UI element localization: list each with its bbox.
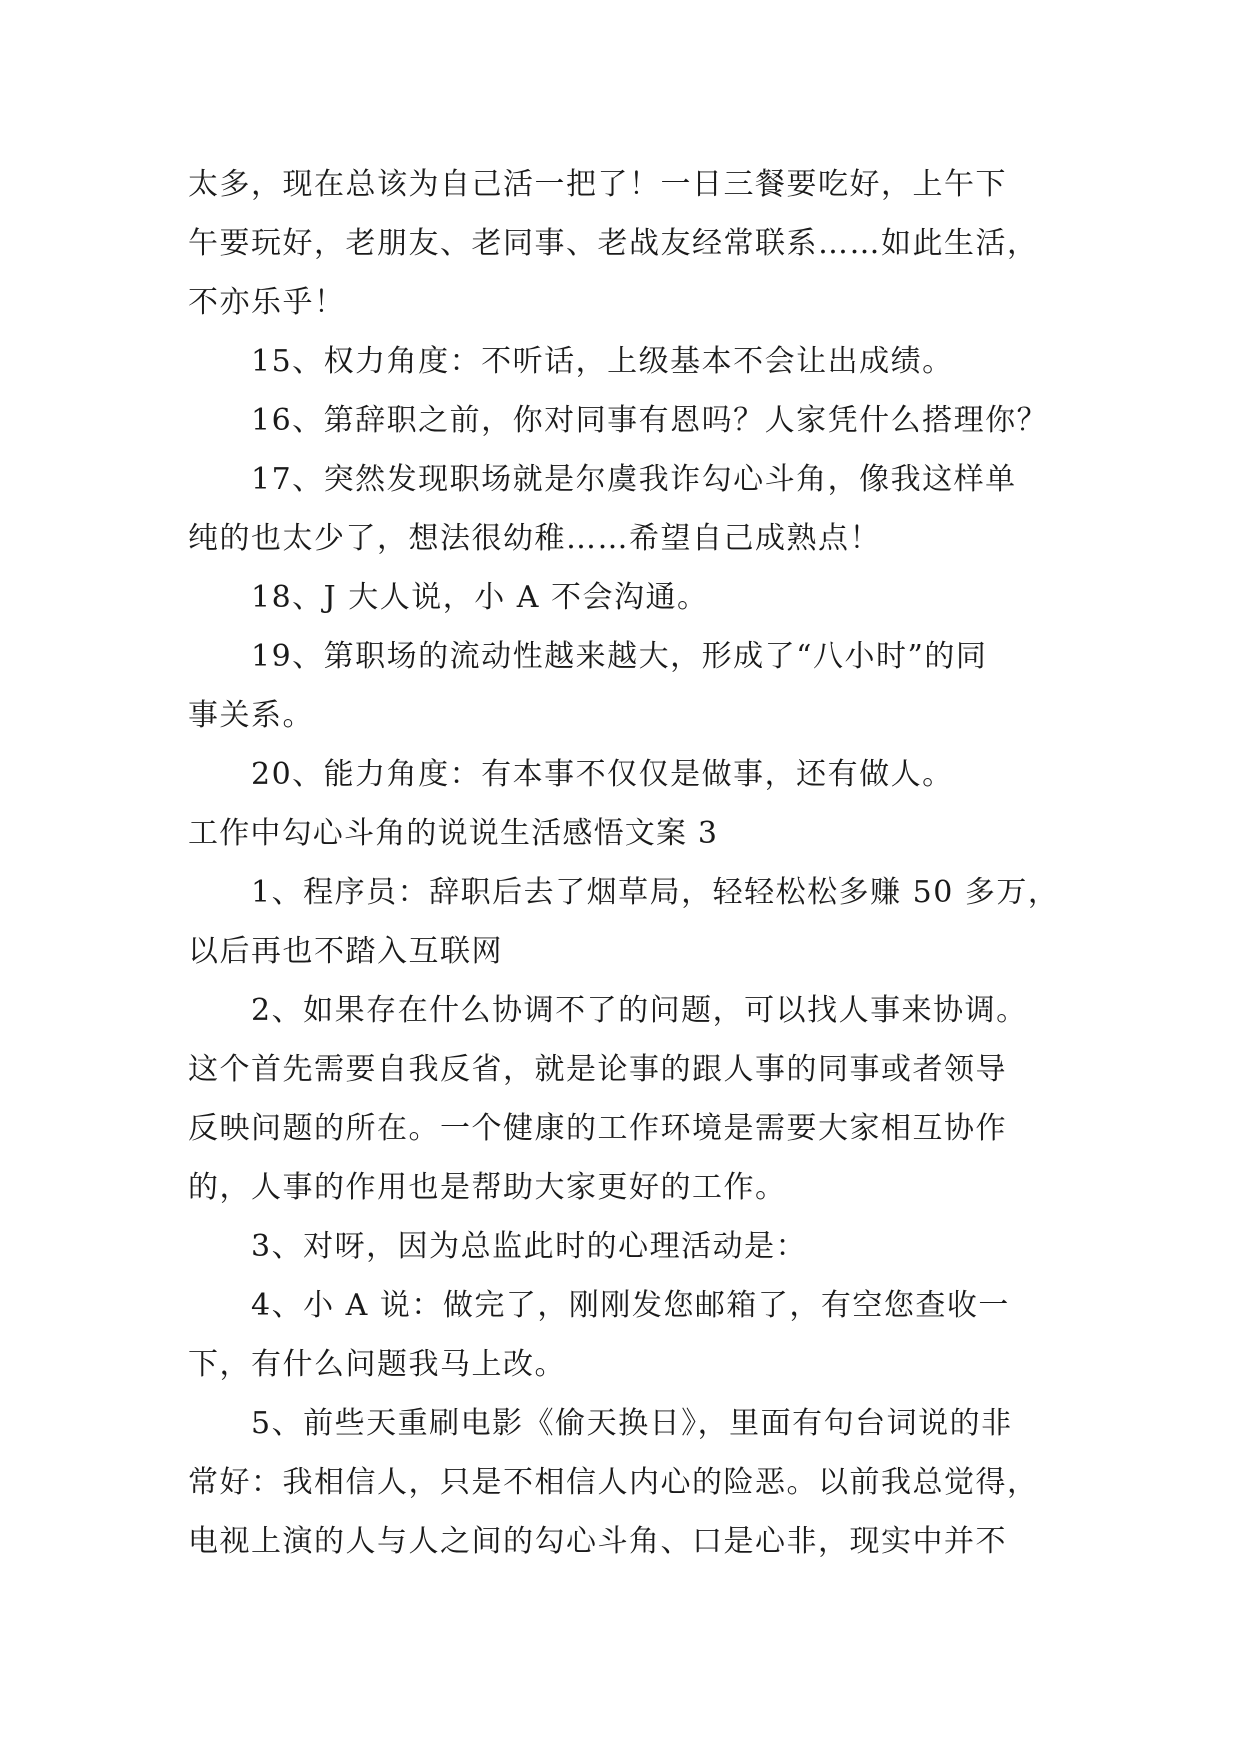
list-item-3: 3、对呀，因为总监此时的心理活动是： <box>251 1229 808 1264</box>
section-heading: 工作中勾心斗角的说说生活感悟文案 3 <box>188 816 719 851</box>
list-item-2: 2、如果存在什么协调不了的问题，可以找人事来协调。 <box>251 993 1028 1028</box>
text-line: 反映问题的所在。一个健康的工作环境是需要大家相互协作 <box>188 1111 1007 1146</box>
text-line: 下，有什么问题我马上改。 <box>188 1347 566 1382</box>
text-line: 以后再也不踏入互联网 <box>188 934 503 969</box>
list-item-1: 1、程序员：辞职后去了烟草局，轻轻松松多赚 50 多万， <box>251 875 1060 910</box>
text-line: 常好：我相信人，只是不相信人内心的险恶。以前我总觉得， <box>188 1465 1039 1500</box>
list-item-18: 18、J 大人说，小 A 不会沟通。 <box>251 580 709 615</box>
list-item-19: 19、第职场的流动性越来越大，形成了“八小时”的同 <box>251 639 988 674</box>
text-line: 这个首先需要自我反省，就是论事的跟人事的同事或者领导 <box>188 1052 1007 1087</box>
list-item-5: 5、前些天重刷电影《偷天换日》，里面有句台词说的非 <box>251 1406 1013 1441</box>
list-item-17: 17、突然发现职场就是尔虞我诈勾心斗角，像我这样单 <box>251 462 1017 497</box>
text-line: 电视上演的人与人之间的勾心斗角、口是心非，现实中并不 <box>188 1524 1007 1559</box>
text-line: 午要玩好，老朋友、老同事、老战友经常联系……如此生活， <box>188 226 1039 261</box>
document-body <box>188 155 1058 1571</box>
list-item-16: 16、第辞职之前，你对同事有恩吗？人家凭什么搭理你？ <box>251 403 1049 438</box>
text-line: 的，人事的作用也是帮助大家更好的工作。 <box>188 1170 787 1205</box>
text-line: 不亦乐乎！ <box>188 285 346 320</box>
text-line: 事关系。 <box>188 698 314 733</box>
list-item-15: 15、权力角度：不听话，上级基本不会让出成绩。 <box>251 344 954 379</box>
text-line: 太多，现在总该为自己活一把了！一日三餐要吃好，上午下 <box>188 167 1007 202</box>
list-item-4: 4、小 A 说：做完了，刚刚发您邮箱了，有空您查收一 <box>251 1288 1010 1323</box>
text-line: 纯的也太少了，想法很幼稚……希望自己成熟点！ <box>188 521 881 556</box>
list-item-20: 20、能力角度：有本事不仅仅是做事，还有做人。 <box>251 757 954 792</box>
